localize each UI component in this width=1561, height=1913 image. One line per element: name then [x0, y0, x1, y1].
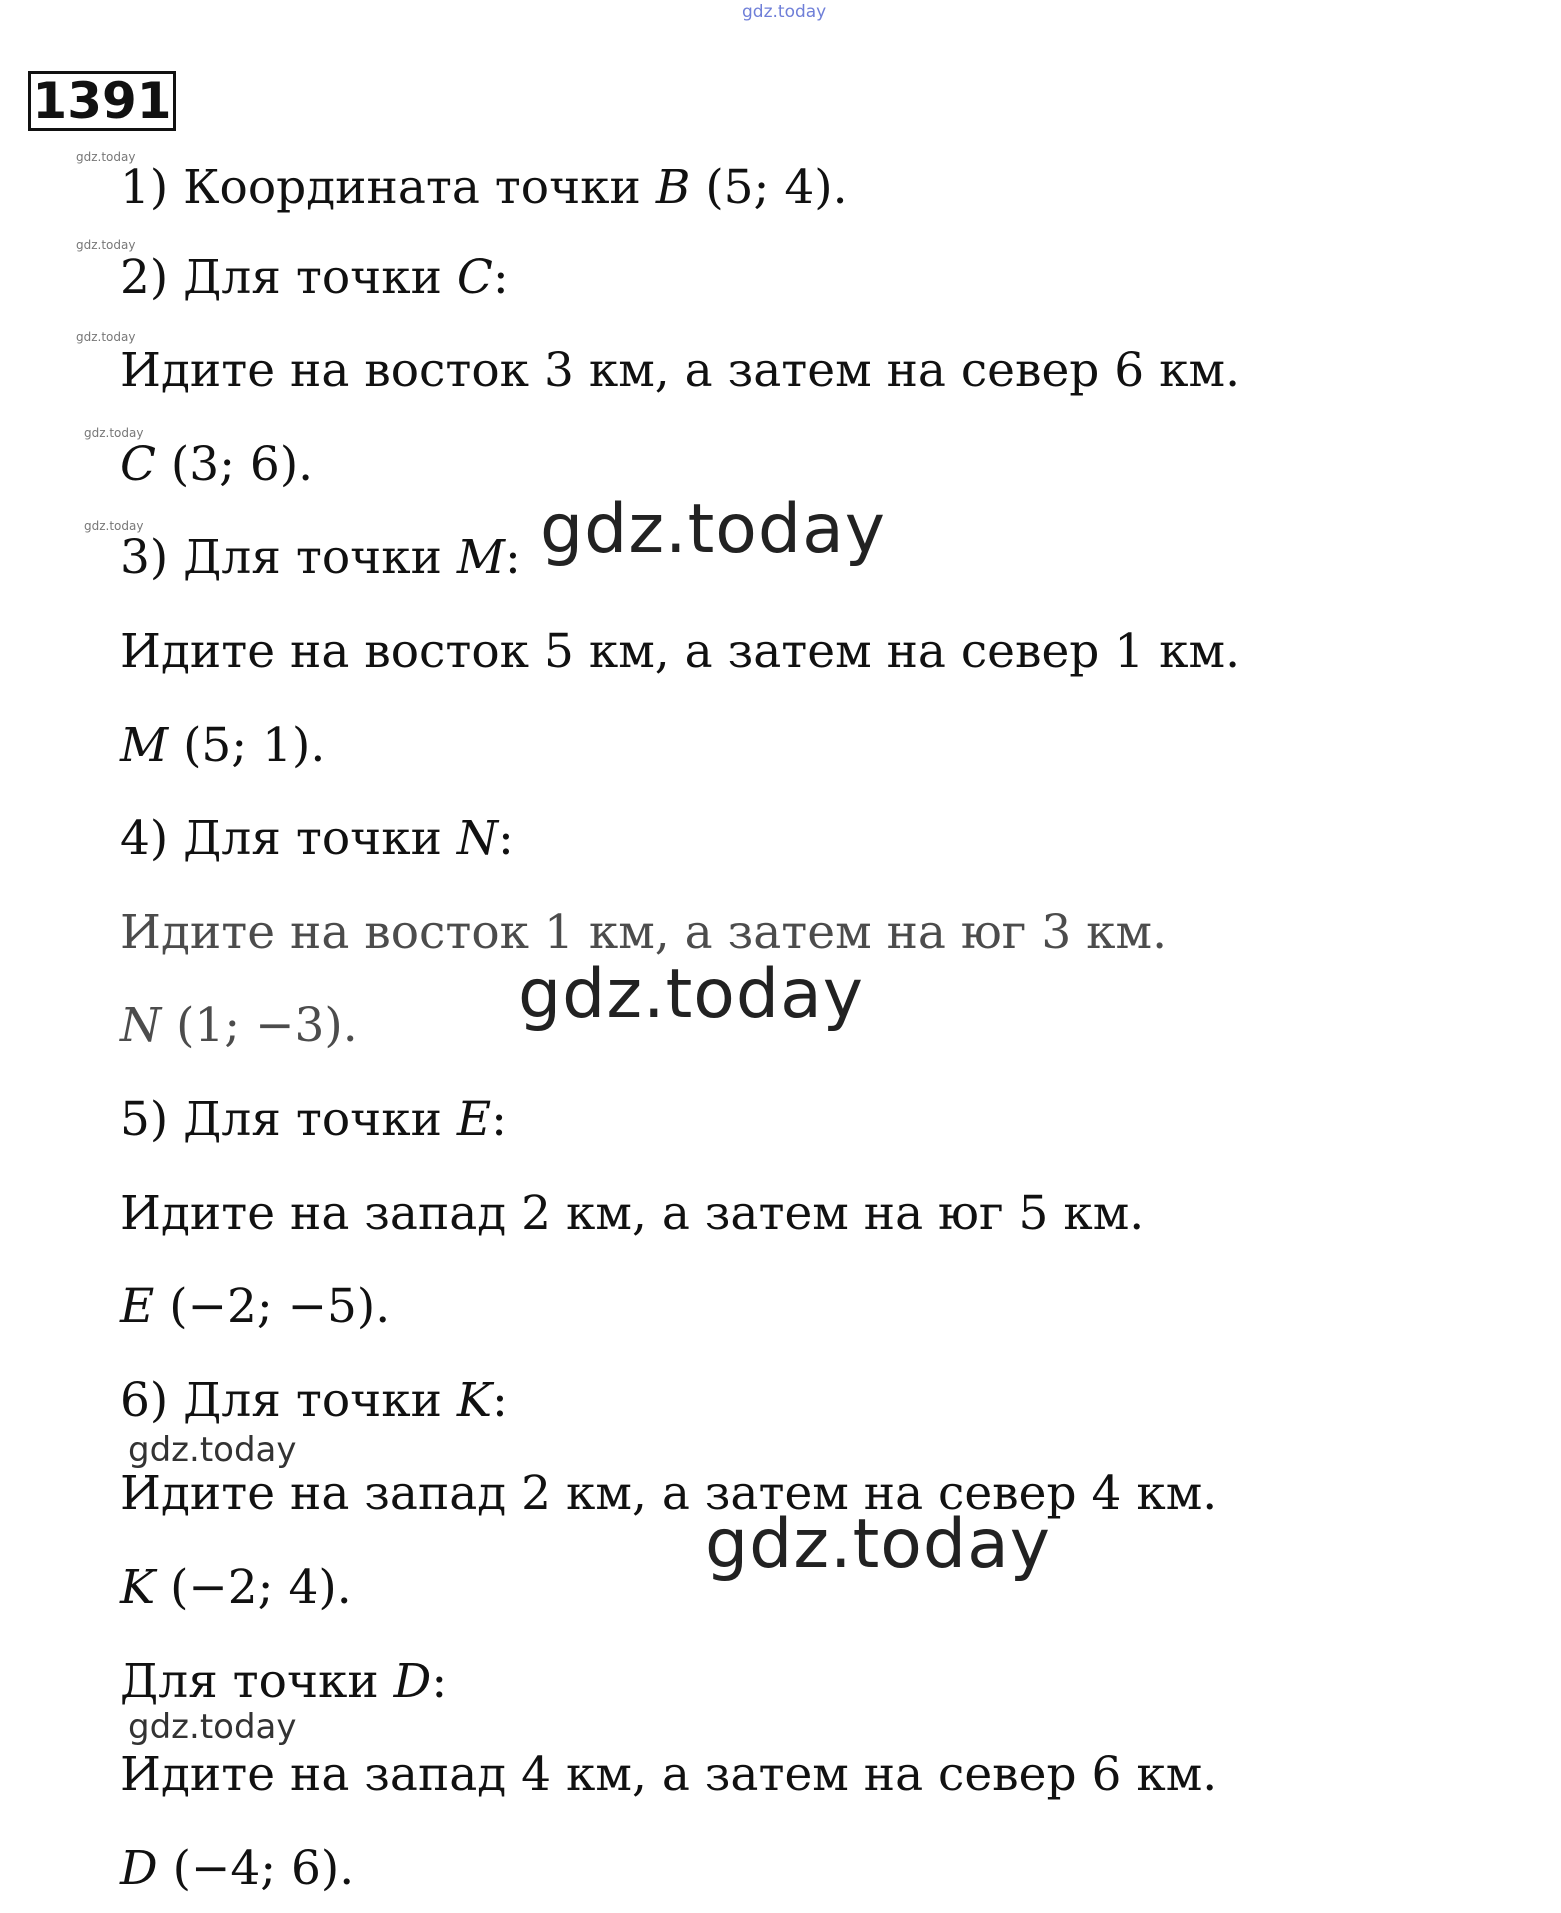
solution-line-18: Идите на запад 4 км, а затем на север 6 км. [120, 1747, 1218, 1802]
solution-line-13: E (−2; −5). [120, 1279, 391, 1334]
solution-line-19: D (−4; 6). [120, 1841, 355, 1896]
solution-line-1: 1) Координата точки B (5; 4). [120, 160, 848, 215]
watermark-medium: gdz.today [128, 1707, 297, 1747]
solution-line-5: 3) Для точки M: [120, 530, 521, 585]
watermark-top: gdz.today [742, 2, 827, 22]
watermark-large: gdz.today [518, 955, 864, 1034]
problem-number: 1391 [28, 71, 176, 131]
watermark-small: gdz.today [84, 519, 144, 533]
solution-line-4: C (3; 6). [120, 437, 314, 492]
watermark-medium: gdz.today [128, 1430, 297, 1470]
watermark-large: gdz.today [705, 1505, 1051, 1584]
solution-line-12: Идите на запад 2 км, а затем на юг 5 км. [120, 1186, 1145, 1241]
watermark-large: gdz.today [540, 490, 886, 569]
solution-line-14: 6) Для точки K: [120, 1373, 508, 1428]
solution-line-7: M (5; 1). [120, 718, 326, 773]
watermark-small: gdz.today [76, 238, 136, 252]
solution-line-6: Идите на восток 5 км, а затем на север 1 км. [120, 624, 1241, 679]
solution-line-9: Идите на восток 1 км, а затем на юг 3 км. [120, 905, 1168, 960]
solution-line-3: Идите на восток 3 км, а затем на север 6 км. [120, 343, 1241, 398]
watermark-small: gdz.today [84, 426, 144, 440]
solution-line-2: 2) Для точки C: [120, 250, 509, 305]
solution-line-16: K (−2; 4). [120, 1560, 352, 1615]
solution-line-11: 5) Для точки E: [120, 1092, 508, 1147]
solution-line-15: Идите на запад 2 км, а затем на север 4 км. [120, 1466, 1218, 1521]
watermark-small: gdz.today [76, 330, 136, 344]
solution-line-10: N (1; −3). [120, 998, 358, 1053]
watermark-small: gdz.today [76, 150, 136, 164]
solution-line-8: 4) Для точки N: [120, 811, 514, 866]
solution-line-17: Для точки D: [120, 1654, 448, 1709]
